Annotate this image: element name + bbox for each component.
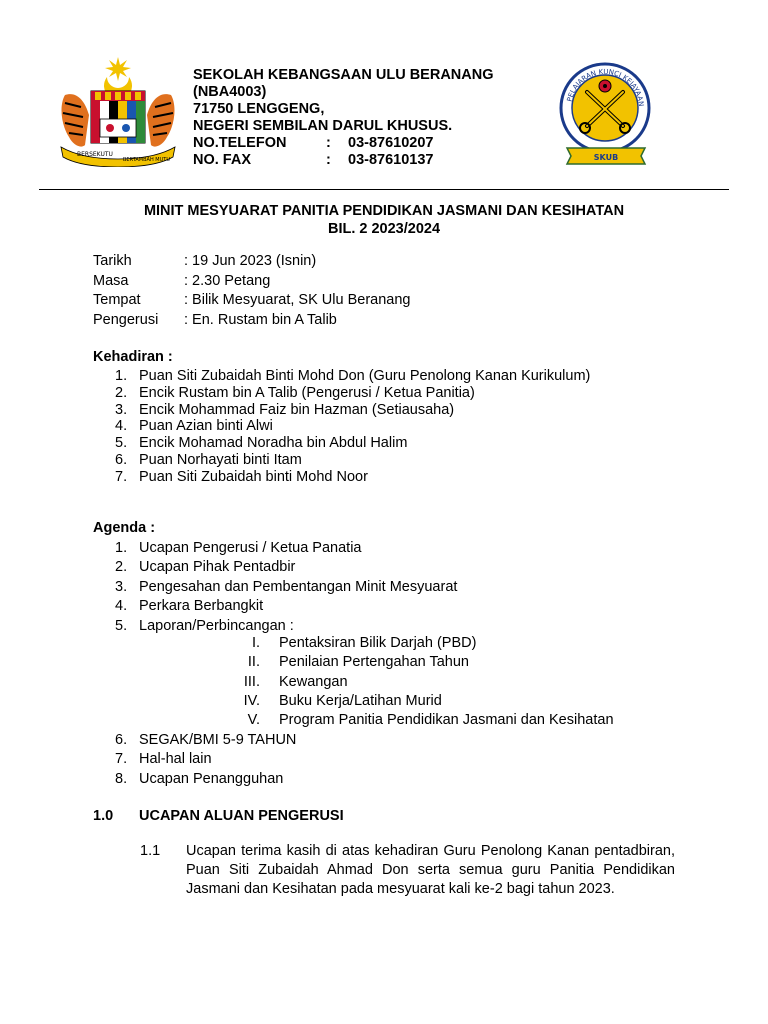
meta-row-place: [93, 291, 410, 311]
list-item: 5. Laporan/Perbincangan :: [115, 617, 294, 634]
roman-numeral: V.: [247, 712, 260, 729]
list-item: [200, 693, 614, 712]
list-item: 6. SEGAK/BMI 5-9 TAHUN: [115, 732, 297, 748]
meta-label: Pengerusi: [93, 311, 159, 328]
school-logo-emblem: [553, 62, 659, 168]
list-item: 7. Puan Siti Zubaidah binti Mohd Noor: [115, 468, 368, 485]
list-item: 1. Puan Siti Zubaidah Binti Mohd Don (Guru Penolong Kanan Kurikulum): [115, 368, 591, 384]
phone-label: NO.TELEFON: [193, 135, 287, 151]
roman-numeral: IV.: [243, 692, 260, 709]
meta-label: Masa: [93, 272, 129, 289]
list-item: 5. Encik Mohamad Noradha bin Abdul Halim: [115, 435, 408, 452]
list-item: 3. Pengesahan dan Pembentangan Minit Mesyuarat: [115, 578, 458, 595]
meta-label: Tempat: [93, 292, 141, 308]
list-item: [200, 635, 614, 654]
address-line-1: 71750 LENGGENG,: [193, 101, 325, 117]
phone-value: 03-87610207: [348, 135, 434, 151]
fax-colon: :: [326, 152, 331, 168]
list-item: 4. Perkara Berbangkit: [115, 598, 264, 615]
paragraph-text: Ucapan terima kasih di atas kehadiran Guru Penolong Kanan pentadbiran, Puan Siti Zubaidah Ahmad Don serta semua guru Panitia Pendidikan Jasmani dan Kesihatan pada mesyuarat kali ke-2 bagi tahun 2023.: [186, 843, 675, 897]
document-title: [0, 202, 768, 238]
agenda-sublist: [200, 635, 614, 731]
attendee-name: Puan Azian binti Alwi: [139, 418, 273, 435]
attendee-name: Encik Mohammad Faiz bin Hazman (Setiausaha): [139, 401, 455, 418]
attendee-name: Encik Rustam bin A Talib (Pengerusi / Ketua Panitia): [139, 384, 475, 401]
list-item: [200, 712, 614, 731]
attendee-name: Puan Siti Zubaidah Binti Mohd Don (Guru Penolong Kanan Kurikulum): [139, 368, 591, 384]
meta-row-time: [93, 272, 410, 292]
agenda-item-text: Ucapan Penangguhan: [139, 770, 284, 787]
section-1-heading: [93, 808, 344, 824]
list-item: 7. Hal-hal lain: [115, 751, 212, 768]
agenda-item-text: Pengesahan dan Pembentangan Minit Mesyuarat: [139, 578, 458, 595]
agenda-item-text: Ucapan Pihak Pentadbir: [139, 559, 296, 576]
title-line-1: MINIT MESYUARAT PANITIA PENDIDIKAN JASMANI DAN KESIHATAN: [143, 203, 625, 219]
list-item: 4. Puan Azian binti Alwi: [115, 418, 273, 435]
section-number: 1.0: [93, 808, 114, 824]
list-item: [200, 654, 614, 673]
address-line-2: NEGERI SEMBILAN DARUL KHUSUS.: [193, 118, 453, 134]
agenda-list-continued: [115, 731, 296, 789]
meta-value: : Bilik Mesyuarat, SK Ulu Beranang: [184, 292, 411, 308]
list-item: 2. Encik Rustam bin A Talib (Pengerusi / Ketua Panitia): [115, 384, 475, 401]
coat-of-arms-emblem: [55, 55, 181, 167]
meta-row-chair: [93, 311, 410, 331]
agenda-item-text: SEGAK/BMI 5-9 TAHUN: [139, 732, 297, 748]
agenda-item-text: Ucapan Pengerusi / Ketua Panatia: [139, 540, 362, 556]
attendance-list: [115, 368, 590, 486]
paragraph-number: 1.1: [140, 843, 161, 859]
list-item: 1. Ucapan Pengerusi / Ketua Panatia: [115, 540, 362, 556]
agenda-list: [115, 539, 457, 636]
list-item: [200, 674, 614, 693]
attendance-heading: Kehadiran :: [93, 349, 173, 365]
agenda-heading: Agenda :: [93, 520, 156, 536]
fax-row: [193, 152, 493, 169]
meta-value: : 19 Jun 2023 (Isnin): [184, 253, 317, 269]
agenda-item-text: Laporan/Perbincangan :: [139, 617, 294, 634]
subitem-text: Program Panitia Pendidikan Jasmani dan Kesihatan: [279, 712, 614, 729]
school-code: (NBA4003): [193, 84, 267, 100]
attendee-name: Puan Siti Zubaidah binti Mohd Noor: [139, 468, 368, 485]
logo-motto-text: PELAJARAN KUNCI KEJAYAAN: [565, 67, 646, 107]
phone-row: [193, 135, 493, 152]
school-info-block: [193, 67, 493, 169]
agenda-item-text: Hal-hal lain: [139, 751, 212, 768]
title-line-2: BIL. 2 2023/2024: [327, 221, 441, 237]
section-title: UCAPAN ALUAN PENGERUSI: [139, 808, 344, 824]
agenda-item-text: Perkara Berbangkit: [139, 598, 264, 615]
school-name: SEKOLAH KEBANGSAAN ULU BERANANG: [193, 67, 494, 83]
attendee-name: Puan Norhayati binti Itam: [139, 451, 302, 468]
meta-row-date: [93, 252, 410, 272]
phone-colon: :: [326, 135, 331, 151]
paragraph-1-1: [140, 842, 675, 899]
subitem-text: Pentaksiran Bilik Darjah (PBD): [279, 635, 477, 651]
subitem-text: Penilaian Pertengahan Tahun: [279, 654, 470, 671]
subitem-text: Kewangan: [279, 673, 348, 690]
logo-banner-text: SKUB: [593, 153, 619, 162]
fax-label: NO. FAX: [193, 152, 252, 168]
crest-scroll-left-text: BERSEKUTU: [77, 151, 113, 158]
meeting-details: [93, 252, 410, 330]
roman-numeral: I.: [251, 635, 260, 651]
header-divider: [39, 189, 729, 190]
list-item: 2. Ucapan Pihak Pentadbir: [115, 559, 296, 576]
list-item: 8. Ucapan Penangguhan: [115, 770, 284, 787]
fax-value: 03-87610137: [348, 152, 434, 168]
meta-value: : 2.30 Petang: [184, 272, 271, 289]
subitem-text: Buku Kerja/Latihan Murid: [279, 692, 442, 709]
crest-scroll-right-text: BERTAMBAH MUTU: [123, 157, 170, 163]
roman-numeral: III.: [243, 673, 260, 690]
meta-value: : En. Rustam bin A Talib: [184, 311, 337, 328]
list-item: 3. Encik Mohammad Faiz bin Hazman (Setiausaha): [115, 401, 455, 418]
list-item: 6. Puan Norhayati binti Itam: [115, 451, 302, 468]
meta-label: Tarikh: [93, 253, 132, 269]
roman-numeral: II.: [247, 654, 260, 671]
attendee-name: Encik Mohamad Noradha bin Abdul Halim: [139, 435, 408, 452]
